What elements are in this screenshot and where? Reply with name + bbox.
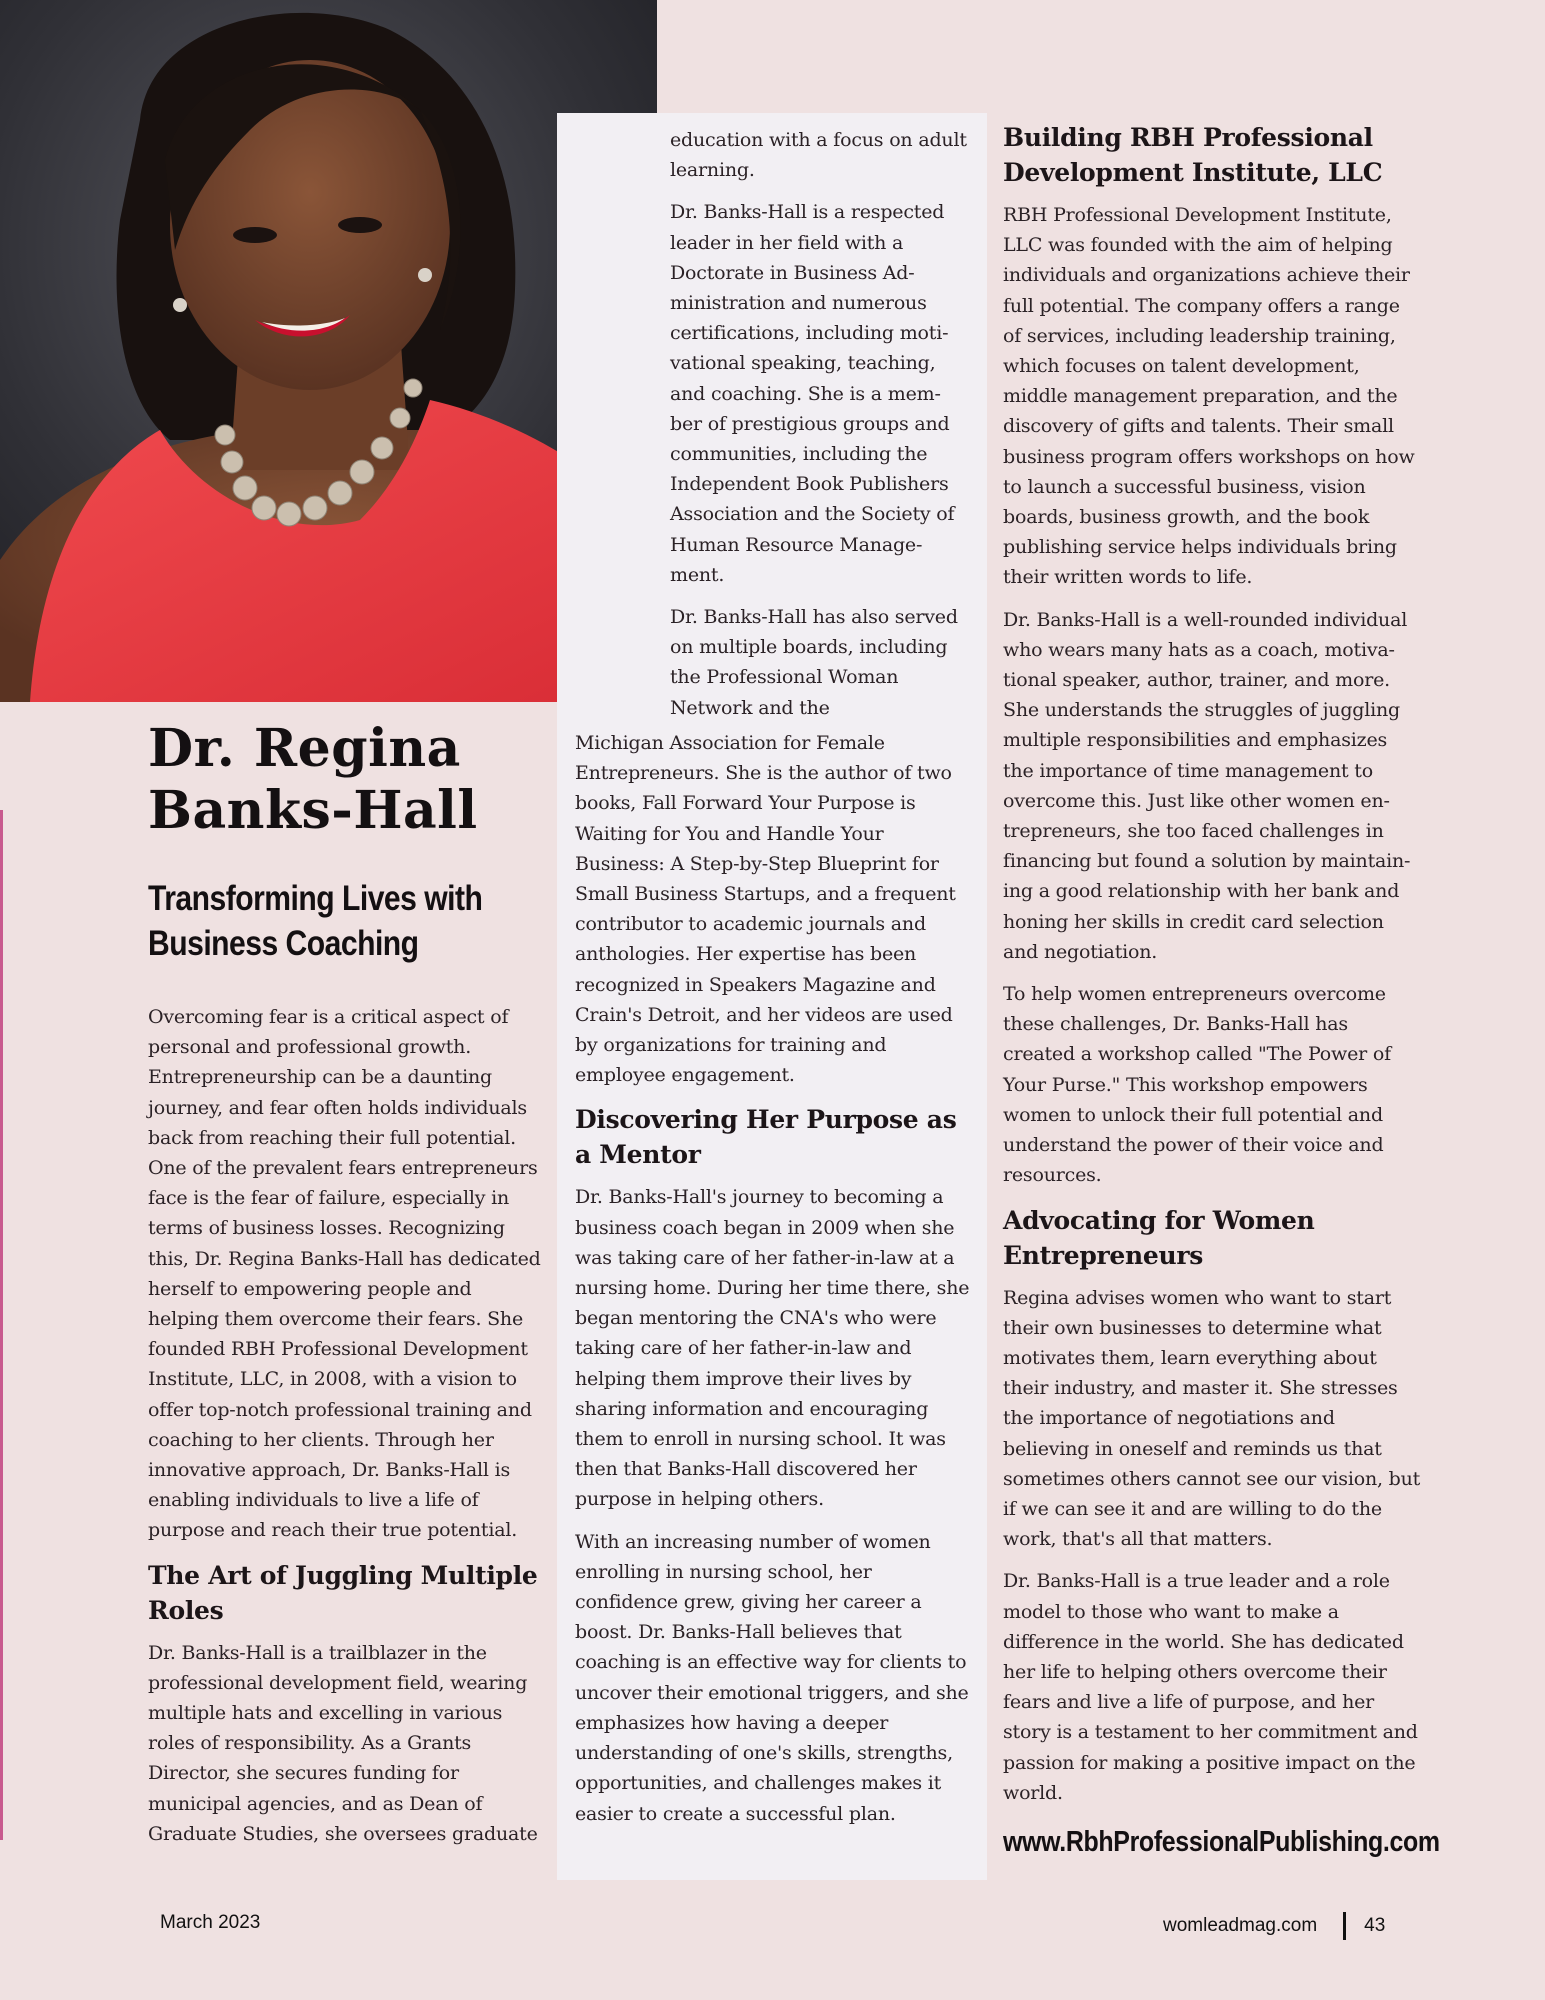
mentor-paragraph: Dr. Banks-Hall's journey to becoming a business coach began in 2009 when she was taking care of her father-in-law at a nursing home. During her time there, she began mentoring the CNA's who were taking care of her father-in-law and helping them improve their lives by sharing information and encouraging them to enroll in nursing school. It was then that Banks-Hall discovered her purpose in helping others. xyxy=(575,1186,970,1511)
page-edge-accent xyxy=(0,810,3,1840)
footer-date: March 2023 xyxy=(160,1912,261,1933)
boards-paragraph-end: Michigan Association for Female Entrepreneurs. She is the author of two books, Fall Forward Your Purpose is Waiting for You and Handle Your Business: A Step-by-Step Blueprint for Small Business Startups, and a frequent contributor to academic journals and anthologies. Her expertise has been recognized in Speakers Magazine and Crain's Detroit, and her videos are used by organizations for training and employee engagement. xyxy=(575,732,956,1087)
closing-paragraph: Dr. Banks-Hall is a true leader and a role model to those who want to make a difference in the world. She has dedicated her life to helping others overcome their fears and live a life of purpose, and her story is a testament to her commitment and passion for making a positive impact on the world. xyxy=(1003,1570,1418,1804)
footer-divider xyxy=(1343,1912,1346,1940)
middle-column-bottom xyxy=(575,728,970,1841)
institute-paragraph: RBH Professional Development Institute, LLC was founded with the aim of helping individuals and organizations achieve their full potential. The company offers a range of services, including leadership training, which focuses on talent development, middle management preparation, and the discovery of gifts and talents. Their small business program offers workshops on how to launch a successful business, vision boards, business growth, and the book publishing service helps individuals bring their written words to life. xyxy=(1003,204,1415,589)
left-column xyxy=(148,718,543,1861)
footer-site-link[interactable]: womleadmag.com xyxy=(1163,1915,1318,1936)
workshop-paragraph: To help women entrepreneurs overcome these challenges, Dr. Banks-Hall has created a workshop called "The Power of Your Purse." This workshop empowers women to unlock their full potential and understand the power of their voice and resources. xyxy=(1003,983,1391,1187)
intro-paragraph: Overcoming fear is a critical aspect of personal and professional growth. Entrepreneurship can be a daunting journey, and fear often holds individuals back from reaching their full potential. One of the prevalent fears entrepreneurs face is the fear of failure, especially in terms of business losses. Recognizing this, Dr. Regina Banks-Hall has dedicated herself to empowering people and helping them overcome their fears. She founded RBH Professional Development Institute, LLC, in 2008, with a vision to offer top-notch professional training and coaching to her clients. Through her innovative approach, Dr. Banks-Hall is enabling individuals to live a life of purpose and reach their true potential. xyxy=(148,1006,541,1542)
article-subtitle: Transforming Lives with Business Coaching xyxy=(148,879,483,963)
section-heading-juggling: The Art of Juggling Multiple Roles xyxy=(148,1560,538,1625)
website-link[interactable]: www.RbhProfessionalPublishing.com xyxy=(1003,1825,1440,1858)
section-heading-mentor: Discovering Her Purpose as a Mentor xyxy=(575,1105,957,1170)
page-number: 43 xyxy=(1364,1915,1386,1936)
continued-paragraph: education with a focus on adult learning. xyxy=(670,129,967,182)
advice-paragraph: Regina advises women who want to start their own businesses to determine what motivates them, learn everything about their industry, and master it. She stresses the importance of negotiations and believing in oneself and reminds us that sometimes others cannot see our vision, but if we can see it and are willing to do the work, that's all that matters. xyxy=(1003,1286,1421,1551)
well-rounded-paragraph: Dr. Banks-Hall is a well-rounded individual who wears many hats as a coach, motiva-tional speaker, author, trainer, and more. She understands the struggles of juggling multiple responsibilities and emphasizes the importance of time management to overcome this. Just like other women en-trepreneurs, she too faced challenges in financing but found a solution by maintain-ing a good relationship with her bank and honing her skills in credit card selection and negotiation. xyxy=(1003,608,1411,963)
middle-column-top xyxy=(670,125,970,723)
footer-right xyxy=(1163,1912,1385,1940)
boards-paragraph-start: Dr. Banks-Hall has also served on multiple boards, including the Professional Woman Network and the xyxy=(670,606,958,719)
confidence-paragraph: With an increasing number of women enrolling in nursing school, her confidence grew, giving her career a boost. Dr. Banks-Hall believes that coaching is an effective way for clients to uncover their emotional triggers, and she emphasizes how having a deeper understanding of one's skills, strengths, opportunities, and challenges makes it easier to create a successful plan. xyxy=(575,1530,969,1825)
juggling-paragraph: Dr. Banks-Hall is a trailblazer in the professional development field, wearing multiple hats and excelling in various roles of responsibility. As a Grants Director, she secures funding for municipal agencies, and as Dean of Graduate Studies, she oversees graduate xyxy=(148,1641,538,1845)
section-heading-building: Building RBH Professional Development Institute, LLC xyxy=(1003,123,1383,187)
right-column xyxy=(1003,120,1440,1862)
section-heading-advocating: Advocating for Women Entrepreneurs xyxy=(1003,1205,1315,1270)
credentials-paragraph: Dr. Banks-Hall is a respected leader in her field with a Doctorate in Business Ad-ministration and numerous certifications, including moti-vational speaking, teaching, and coaching. She is a mem-ber of prestigious groups and communities, including the Independent Book Publishers Association and the Society of Human Resource Manage-ment. xyxy=(670,201,955,586)
article-title: Dr. Regina Banks-Hall xyxy=(148,718,478,841)
